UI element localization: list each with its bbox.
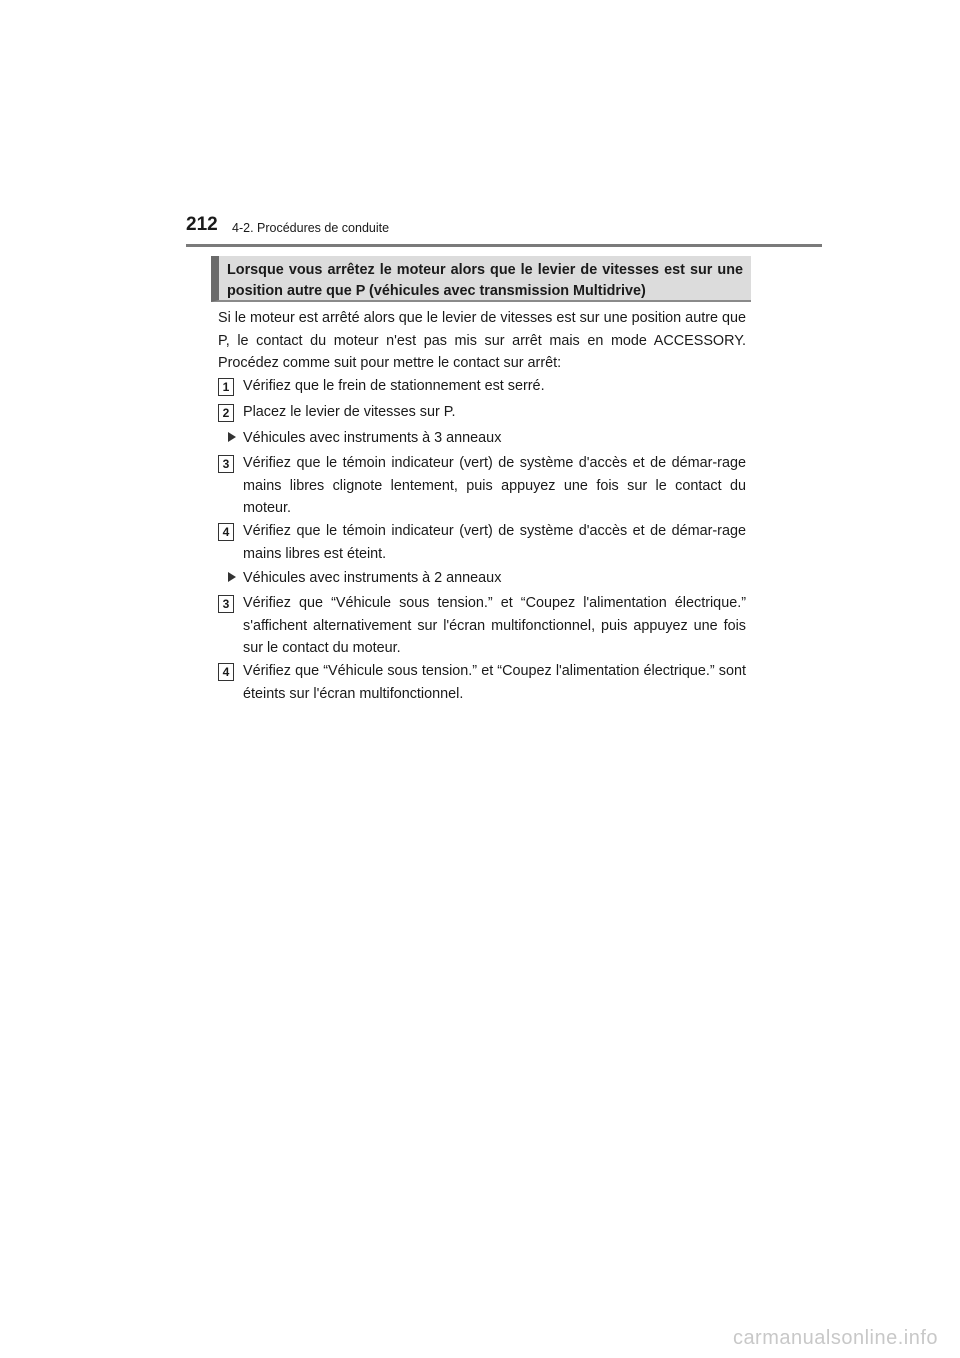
step-number: 1: [218, 378, 234, 396]
subsection-heading: Lorsque vous arrêtez le moteur alors que le levier de vitesses est sur une position autre que P (véhicules avec transmission Multidrive): [211, 256, 751, 302]
step-number: 4: [218, 663, 234, 681]
section-title: 4-2. Procédures de conduite: [232, 221, 390, 235]
step-number: 4: [218, 523, 234, 541]
step-text: Vérifiez que “Véhicule sous tension.” et “Coupez l'alimentation électrique.” sont éteints sur l'écran multifonctionnel.: [243, 663, 746, 702]
step-text: Vérifiez que le témoin indicateur (vert) de système d'accès et de démar-rage mains libres clignote lentement, puis appuyez une fois sur le contact du moteur.: [243, 455, 746, 516]
triangle-bullet-icon: [228, 572, 236, 582]
step-number: 3: [218, 595, 234, 613]
group-label: [228, 567, 501, 590]
step-text: Placez le levier de vitesses sur P.: [243, 404, 456, 420]
group-label-text: Véhicules avec instruments à 2 anneaux: [243, 570, 502, 586]
triangle-bullet-icon: [228, 432, 236, 442]
group-label: [228, 427, 501, 450]
step-number: 2: [218, 404, 234, 422]
step-text: Vérifiez que le témoin indicateur (vert) de système d'accès et de démar-rage mains libres est éteint.: [243, 523, 746, 562]
step-text: Vérifiez que “Véhicule sous tension.” et “Coupez l'alimentation électrique.” s'affichent alternativement sur l'écran multifonctionnel, puis appuyez une fois sur le contact du moteur.: [243, 595, 746, 656]
step-text: Vérifiez que le frein de stationnement est serré.: [243, 378, 545, 394]
page-header: [186, 214, 822, 247]
group-label-text: Véhicules avec instruments à 3 anneaux: [243, 430, 502, 446]
intro-paragraph: Si le moteur est arrêté alors que le levier de vitesses est sur une position autre que P, le contact du moteur n'est pas mis sur arrêt mais en mode ACCESSORY. Procédez comme suit pour mettre le contact sur arrêt:: [218, 310, 746, 371]
step-number: 3: [218, 455, 234, 473]
page-number: 212: [186, 214, 218, 235]
watermark: carmanualsonline.info: [732, 1327, 938, 1349]
